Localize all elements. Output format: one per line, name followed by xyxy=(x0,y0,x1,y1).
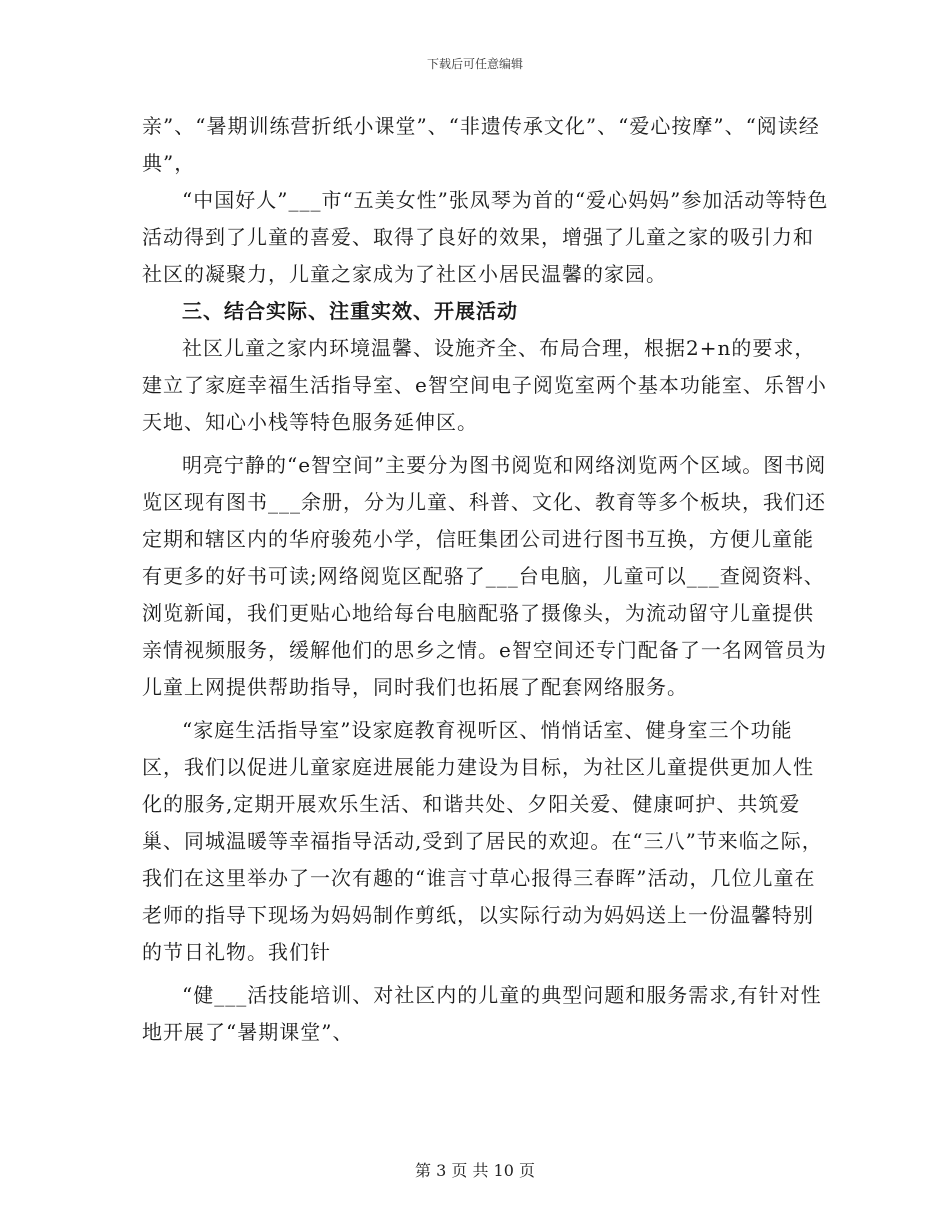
page-header-note: 下载后可任意编辑 xyxy=(426,57,523,71)
section-heading: 三、结合实际、注重实效、开展活动 xyxy=(182,299,518,323)
paragraph-facilities: 社区儿童之家内环境温馨、设施齐全、布局合理，根据2+n的要求，建立了家庭幸福生活指导室、e智空间电子阅览室两个基本功能室、乐智小天地、知心小栈等特色服务延伸区。 xyxy=(142,336,827,434)
paragraph-skills-training: “健___活技能培训、对社区内的儿童的典型问题和服务需求,有针对性地开展了“暑期课堂”、 xyxy=(142,983,822,1044)
paragraph-love-mothers: “中国好人”___市“五美女性”张凤琴为首的“爱心妈妈”参加活动等特色活动得到了儿童的喜爱、取得了良好的效果，增强了儿童之家的吸引力和社区的凝聚力，儿童之家成为了社区小居民温馨的家园。 xyxy=(142,188,829,286)
document-body xyxy=(142,108,832,1051)
paragraph-family-guidance: “家庭生活指导室”设家庭教育视听区、悄悄话室、健身室三个功能区，我们以促进儿童家庭进展能力建设为目标，为社区儿童提供更加人性化的服务,定期开展欢乐生活、和谐共处、夕阳关爱、健康呵护、共筑爱巢、同城温暖等幸福指导活动,受到了居民的欢迎。在“三八”节来临之际，我们在这里举办了一次有趣的“谁言寸草心报得三春晖”活动，几位儿童在老师的指导下现场为妈妈制作剪纸，以实际行动为妈妈送上一份温馨特别的节日礼物。我们针 xyxy=(142,718,823,964)
paragraph-activity-list: 亲”、“暑期训练营折纸小课堂”、“非遗传承文化”、“爱心按摩”、“阅读经典”， xyxy=(142,114,820,175)
paragraph-e-space: 明亮宁静的“e智空间”主要分为图书阅览和网络浏览两个区域。图书阅览区现有图书___余册，分为儿童、科普、文化、教育等多个板块，我们还定期和辖区内的华府骏苑小学，信旺集团公司进行图书互换，方便儿童能有更多的好书可读;网络阅览区配骆了___台电脑，儿童可以___查阅资料、浏览新闻，我们更贴心地给每台电脑配骆了摄像头，为流动留守儿童提供亲情视频服务，缓解他们的思乡之情。e智空间还专门配备了一名网管员为儿童上网提供帮助指导，同时我们也拓展了配套网络服务。 xyxy=(142,453,827,699)
page-number: 第 3 页 共 10 页 xyxy=(415,1161,535,1180)
